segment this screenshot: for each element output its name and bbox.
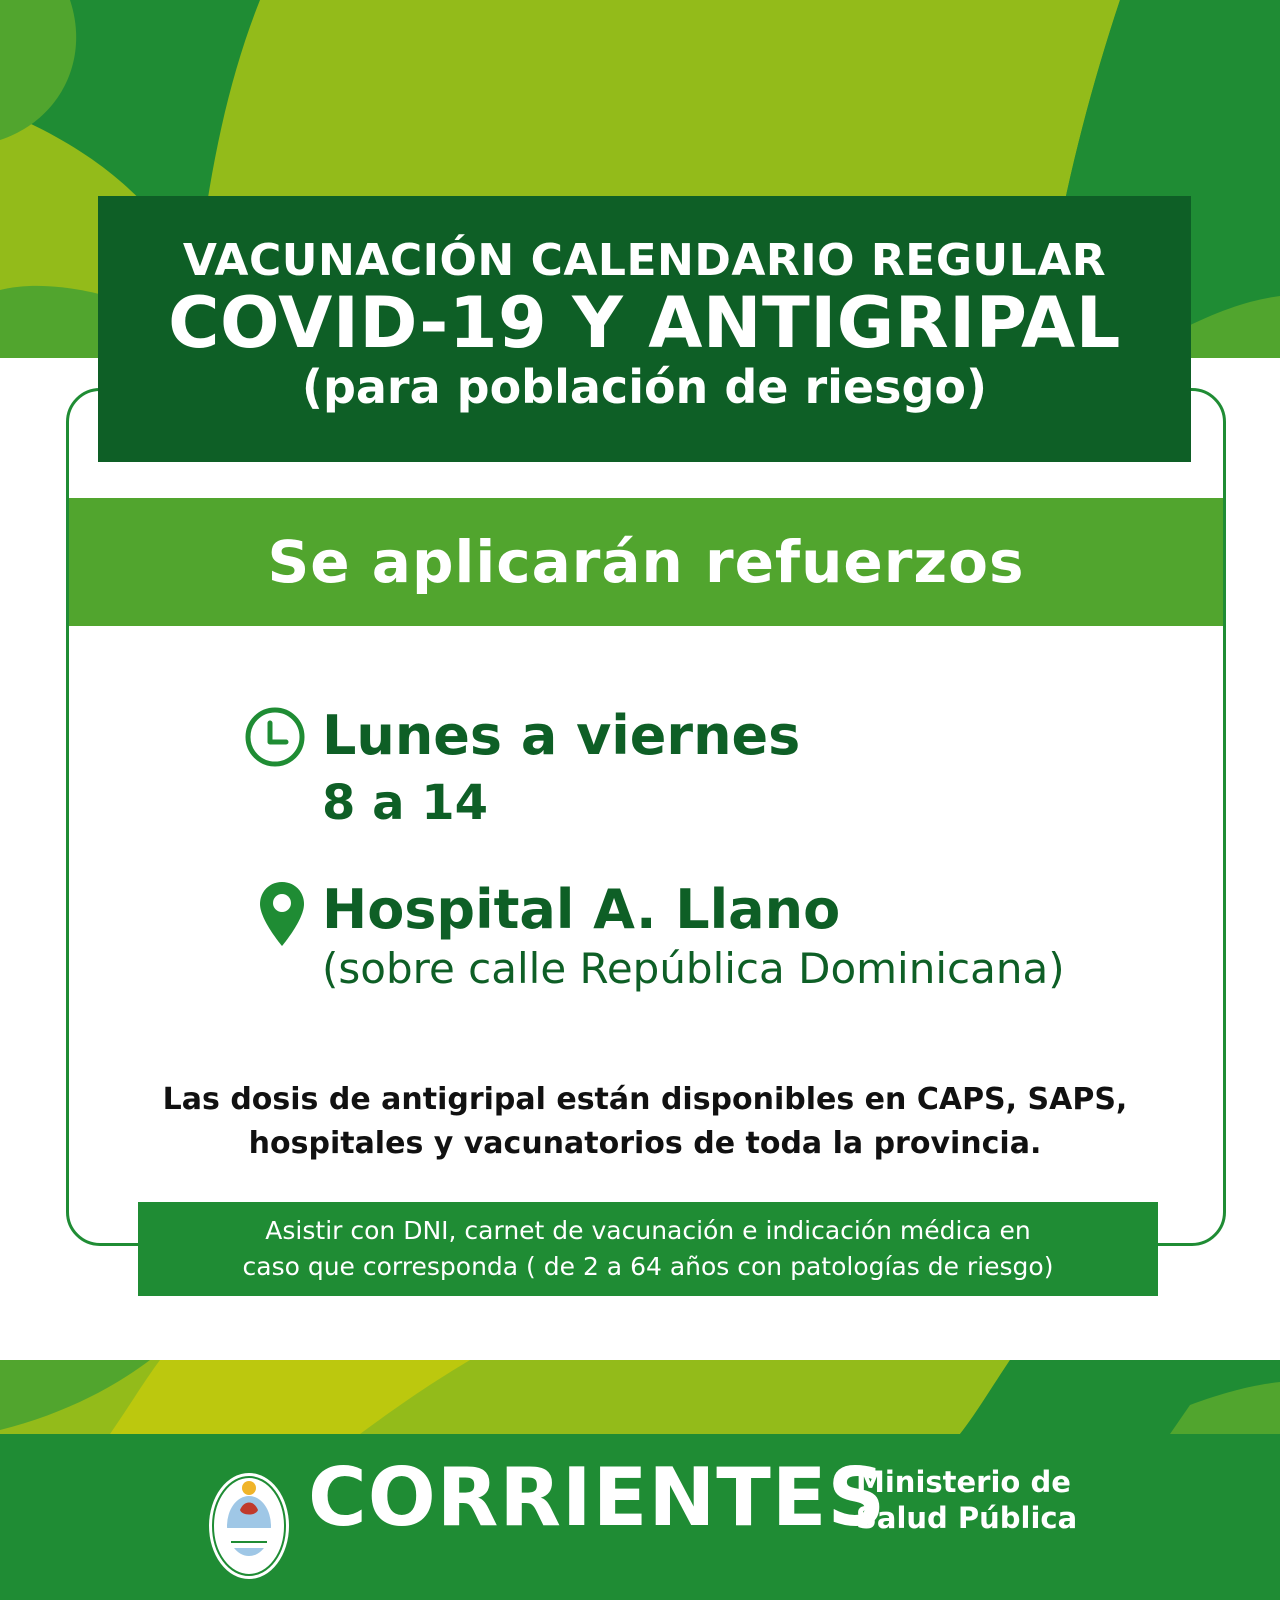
availability-note-line2: hospitales y vacunatorios de toda la provincia. xyxy=(248,1126,1042,1161)
availability-note xyxy=(120,1078,1170,1166)
header-box xyxy=(98,196,1191,462)
requirements-line2: caso que corresponda ( de 2 a 64 años con patologías de riesgo) xyxy=(242,1252,1054,1281)
provincial-seal xyxy=(206,1470,292,1582)
clock-icon xyxy=(244,706,306,768)
booster-band: Se aplicarán refuerzos xyxy=(69,498,1223,626)
schedule-days: Lunes a viernes xyxy=(322,704,801,767)
availability-note-line1: Las dosis de antigripal están disponibles en CAPS, SAPS, xyxy=(162,1082,1128,1117)
location-name: Hospital A. Llano xyxy=(322,878,841,941)
location-pin-icon xyxy=(258,880,306,948)
header-title-line2: COVID-19 Y ANTIGRIPAL xyxy=(168,282,1121,364)
ministry-name xyxy=(856,1464,1077,1536)
location-detail: (sobre calle República Dominicana) xyxy=(322,944,1065,993)
header-title-line3: (para población de riesgo) xyxy=(301,360,988,414)
ministry-line2: Salud Pública xyxy=(856,1501,1078,1535)
schedule-hours: 8 a 14 xyxy=(322,775,489,831)
ministry-line1: Ministerio de xyxy=(856,1465,1071,1499)
requirements-line1: Asistir con DNI, carnet de vacunación e indicación médica en xyxy=(265,1216,1031,1245)
requirements-box xyxy=(138,1202,1158,1296)
brand-name: CORRIENTES xyxy=(308,1451,887,1544)
header-title-line1: VACUNACIÓN CALENDARIO REGULAR xyxy=(182,235,1107,286)
